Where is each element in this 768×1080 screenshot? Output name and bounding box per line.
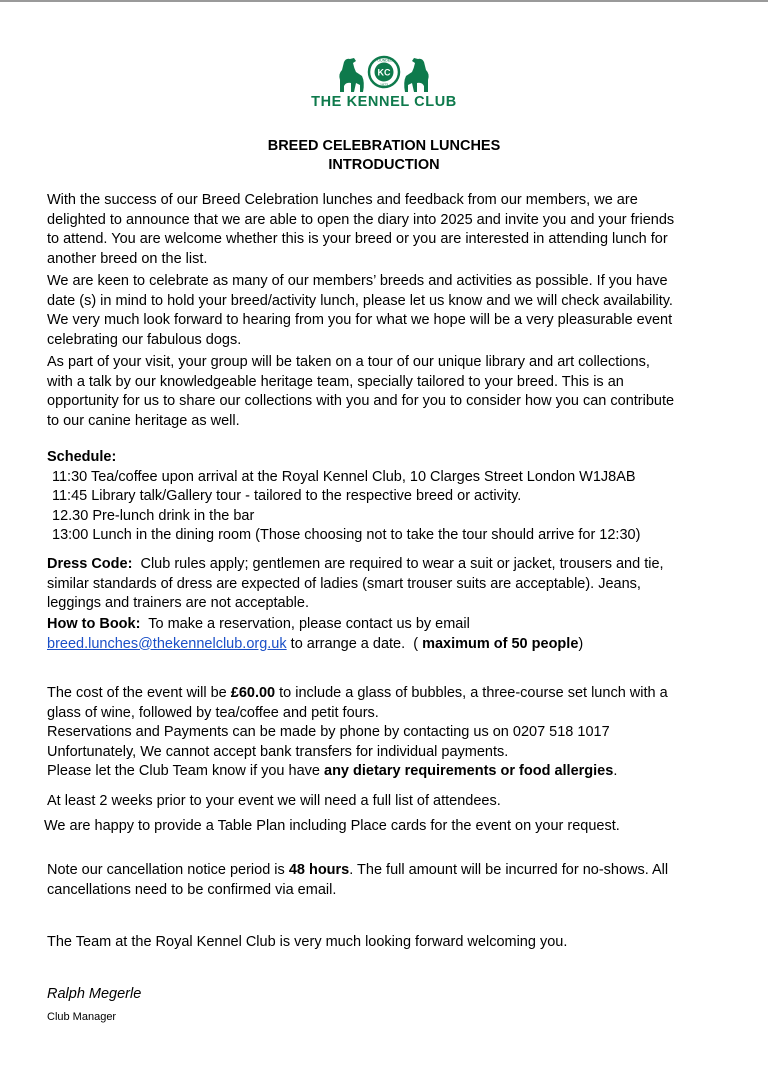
price: £60.00 [230, 685, 276, 701]
title-line-2: INTRODUCTION [328, 157, 440, 173]
text-line: Dress Code: Club rules apply; gentlemen are required to wear a suit or jacket, trousers and tie, [47, 556, 664, 572]
text-line: leggings and trainers are not acceptable. [47, 595, 309, 611]
text-line: How to Book: To make a reservation, please contact us by email [47, 616, 470, 632]
attendees-line: At least 2 weeks prior to your event we will need a full list of attendees. [47, 793, 501, 809]
title-line-1: BREED CELEBRATION LUNCHES [267, 138, 501, 154]
text-line: to attend. You are welcome whether this is your breed or you are interested in attending lunch for [47, 231, 668, 247]
text-line: celebrating our fabulous dogs. [47, 331, 242, 348]
cancellation-hours: 48 hours [288, 862, 350, 878]
text-line: glass of wine, followed by tea/coffee and petit fours. [47, 704, 379, 721]
schedule-section [47, 448, 727, 546]
badge-ring-year: 1873 [380, 83, 388, 87]
text-line: Reservations and Payments can be made by phone by contacting us on 0207 518 1017 [47, 724, 610, 740]
org-name: THE KENNEL CLUB [311, 94, 457, 110]
badge-text: KC [377, 67, 391, 78]
dress-code-section [47, 555, 727, 614]
signature-role: Club Manager [47, 1011, 117, 1023]
text-line: to our canine heritage as well. [47, 412, 240, 429]
schedule-item: 11:30 Tea/coffee upon arrival at the Royal Kennel Club, 10 Clarges Street London W1J8AB [52, 468, 636, 485]
availability-paragraph [47, 272, 727, 350]
text-line: We are keen to celebrate as many of our members’ breeds and activities as possible. If you have [47, 273, 668, 289]
top-border [0, 0, 768, 2]
schedule-item: 13:00 Lunch in the dining room (Those choosing not to take the tour should arrive for 12:30) [52, 527, 641, 543]
text-line: delighted to announce that we are able to open the diary into 2025 and invite you and your friends [47, 211, 675, 228]
booking-email-link[interactable]: breed.lunches@thekennelclub.org.uk [47, 635, 287, 652]
kennel-club-emblem-icon [334, 52, 434, 94]
badge-ring-top: FOUNDED [375, 58, 393, 63]
text-line: With the success of our Breed Celebration lunches and feedback from our members, we are [47, 192, 638, 208]
right-dog-icon [404, 58, 428, 92]
closing-line: The Team at the Royal Kennel Club is very much looking forward welcoming you. [47, 934, 568, 950]
left-dog-icon [339, 58, 363, 92]
text-line: another breed on the list. [47, 250, 208, 267]
schedule-item: 12.30 Pre-lunch drink in the bar [52, 507, 255, 524]
schedule-item: 11:45 Library talk/Gallery tour - tailored to the respective breed or activity. [52, 488, 522, 504]
intro-paragraph [47, 191, 727, 269]
max-people: maximum of 50 people [422, 635, 579, 652]
text-line: As part of your visit, your group will be taken on a tour of our unique library and art collections, [47, 354, 650, 370]
text-line: breed.lunches@thekennelclub.org.uk to arrange a date. ( maximum of 50 people) [47, 635, 584, 652]
table-plan-line: We are happy to provide a Table Plan including Place cards for the event on your request. [44, 818, 620, 834]
text-line: date (s) in mind to hold your breed/activity lunch, please let us know and we will check availability. [47, 292, 673, 309]
text-line: The cost of the event will be £60.00 to include a glass of bubbles, a three-course set lunch with a [47, 685, 668, 701]
booking-section [47, 615, 727, 654]
how-to-book-label: How to Book: [47, 616, 141, 632]
dietary-note: any dietary requirements or food allergies [324, 763, 614, 779]
cost-section [47, 684, 727, 782]
tour-paragraph [47, 353, 727, 431]
text-line: cancellations need to be confirmed via email. [47, 881, 337, 898]
signature-name: Ralph Megerle [47, 986, 142, 1002]
text-line: We very much look forward to hearing from you for what we hope will be a very pleasurable event [47, 312, 673, 328]
text-line: Unfortunately, We cannot accept bank transfers for individual payments. [47, 743, 509, 760]
schedule-heading: Schedule: [47, 449, 117, 465]
kennel-club-logo [296, 52, 472, 112]
text-line: similar standards of dress are expected of ladies (smart trouser suits are acceptable). Jeans, [47, 575, 641, 592]
text-line: Please let the Club Team know if you have any dietary requirements or food allergies. [47, 763, 618, 779]
text-line: with a talk by our knowledgeable heritage team, specially tailored to your breed. This is an [47, 373, 624, 390]
dress-code-label: Dress Code: [47, 556, 133, 572]
cancellation-section [47, 861, 727, 900]
text-line: opportunity for us to share our collections with you and for you to consider how you can contribute [47, 393, 675, 409]
text-line: Note our cancellation notice period is 48 hours. The full amount will be incurred for no-shows. All [47, 862, 669, 878]
